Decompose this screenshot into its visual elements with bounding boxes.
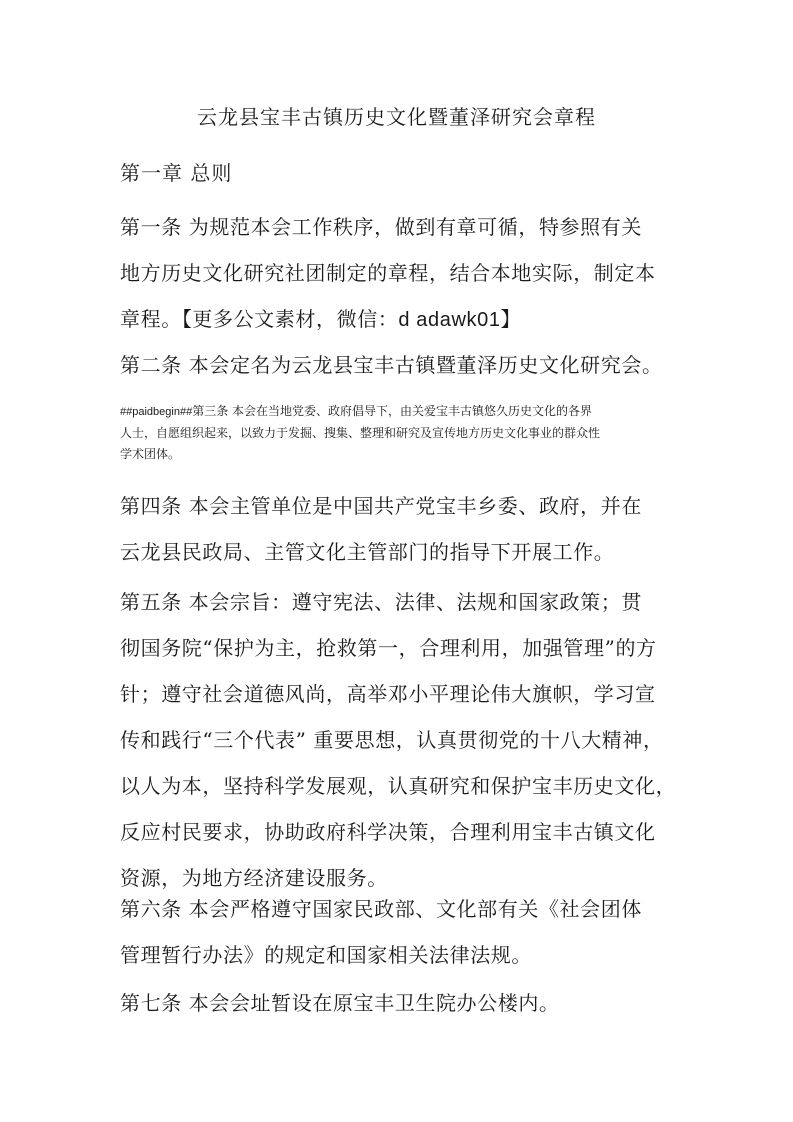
paid-marker: ##paidbegin## — [120, 406, 193, 418]
article-7-line: 第七条 本会会址暂设在原宝丰卫生院办公楼内。 — [120, 991, 560, 1015]
article-4 — [120, 483, 676, 575]
document-title: 云龙县宝丰古镇历史文化暨董泽研究会章程 — [197, 105, 596, 129]
article-5-line: 彻国务院“保护为主，抢救第一，合理利用，加强管理”的方 — [120, 636, 657, 660]
article-1 — [120, 204, 676, 343]
article-3-line: 学术团体。 — [120, 447, 181, 461]
article-3 — [120, 401, 676, 465]
chapter-heading: 第一章 总则 — [120, 161, 233, 185]
article-5-line: 传和践行“三个代表” 重要思想，认真贯彻党的十八大精神， — [120, 728, 664, 752]
article-4-line: 云龙县民政局、主管文化主管部门的指导下开展工作。 — [120, 540, 615, 564]
article-5-line: 第五条 本会宗旨：遵守宪法、法律、法规和国家政策；贯 — [120, 590, 642, 614]
article-3-line: 人士，自愿组织起来，以致力于发掘、搜集、整理和研究及宣传地方历史文化事业的群众性 — [120, 426, 601, 440]
article-3-line — [120, 401, 676, 423]
article-1-line: 第一条 为规范本会工作秩序，做到有章可循，特参照有关 — [120, 215, 642, 239]
article-6-line: 第六条 本会严格遵守国家民政部、文化部有关《社会团体 — [120, 897, 642, 921]
promo-text: 【更多公文素材，微信：d adawk01】 — [181, 309, 522, 331]
article-2-line: 第二条 本会定名为云龙县宝丰古镇暨董泽历史文化研究会。 — [120, 353, 663, 377]
article-5 — [120, 579, 676, 901]
article-6-line: 管理暂行办法》的规定和国家相关法律法规。 — [120, 943, 532, 967]
article-5-line: 反应村民要求，协助政府科学决策，合理利用宝丰古镇文化 — [120, 820, 656, 844]
article-5-line: 针；遵守社会道德风尚，高举邓小平理论伟大旗帜，学习宣 — [120, 682, 656, 706]
article-7 — [120, 980, 676, 1026]
article-1-line — [120, 296, 676, 343]
article-6 — [120, 886, 676, 978]
article-5-line: 以人为本，坚持科学发展观，认真研究和保护宝丰历史文化， — [120, 774, 677, 798]
article-4-line: 第四条 本会主管单位是中国共产党宝丰乡委、政府，并在 — [120, 494, 642, 518]
article-3-text: 第三条 本会在当地党委、政府倡导下，由关爱宝丰古镇悠久历史文化的各界 — [192, 404, 593, 418]
article-2 — [120, 342, 676, 388]
article-1-line: 地方历史文化研究社团制定的章程，结合本地实际，制定本 — [120, 261, 656, 285]
article-5-line: 资源，为地方经济建设服务。 — [120, 866, 388, 890]
article-1-text: 章程。 — [120, 307, 182, 331]
